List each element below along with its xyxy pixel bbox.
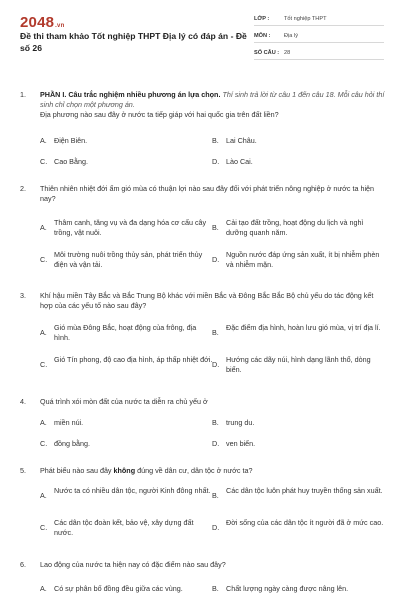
meta-value: Địa lý	[284, 32, 298, 39]
meta-value: Tốt nghiệp THPT	[284, 15, 327, 22]
option-text: miền núi.	[54, 418, 84, 427]
stem-part: Phát biểu nào sau đây	[40, 466, 114, 475]
option-letter: A.	[40, 418, 47, 427]
meta-label: MÔN :	[254, 32, 271, 39]
logo-text: 2048	[20, 14, 55, 31]
question-stem: Khí hậu miền Tây Bắc và Bắc Trung Bộ khác với miền Bắc và Đông Bắc Bắc Bộ chủ yếu do tác động kết hợp của các yếu tố nào sau đây?	[40, 291, 374, 310]
option-letter: B.	[212, 491, 219, 500]
meta-label: LỚP :	[254, 15, 270, 22]
question-stem	[40, 466, 388, 476]
option-letter: D.	[212, 439, 220, 448]
question-text	[40, 90, 388, 120]
question-4	[20, 397, 388, 455]
option-text: Điện Biên.	[54, 136, 88, 145]
logo-suffix: .vn	[55, 23, 65, 29]
option-letter: D.	[212, 360, 220, 369]
question-1	[20, 90, 388, 170]
meta-label: SỐ CÂU :	[254, 49, 280, 56]
question-6	[20, 560, 388, 598]
question-5	[20, 466, 388, 552]
option-text: Cải tạo đất trồng, hoạt động du lịch và nghỉ dưỡng quanh năm.	[226, 218, 364, 237]
question-number: 5.	[20, 466, 26, 475]
question-stem: Lao động của nước ta hiện nay có đặc điểm nào sau đây?	[40, 560, 226, 569]
option-text: Đặc điểm địa hình, hoàn lưu gió mùa, vị trí địa lí.	[226, 323, 381, 332]
option-text: Cao Bằng.	[54, 157, 88, 166]
option-text: Các dân tộc luôn phát huy truyền thống sản xuất.	[226, 486, 383, 495]
question-number: 6.	[20, 560, 26, 569]
option-text: ven biển.	[226, 439, 256, 448]
option-letter: B.	[212, 136, 219, 145]
option-letter: B.	[212, 223, 219, 232]
part-heading: PHẦN I. Câu trắc nghiệm nhiều phương án lựa chọn.	[40, 90, 221, 99]
option-text: đồng bằng.	[54, 439, 90, 448]
option-letter: A.	[40, 491, 47, 500]
question-number: 3.	[20, 291, 26, 300]
option-letter: B.	[212, 584, 219, 593]
option-letter: A.	[40, 584, 47, 593]
option-letter: B.	[212, 328, 219, 337]
option-text: Thâm canh, tăng vụ và đa dạng hóa cơ cấu cây trồng, vật nuôi.	[54, 218, 207, 237]
option-letter: C.	[40, 523, 48, 532]
meta-value: 28	[284, 49, 291, 56]
option-text: Gió mùa Đông Bắc, hoạt động của frông, địa hình.	[54, 323, 197, 342]
option-text: Nguồn nước đáp ứng sản xuất, ít bị nhiễm phèn và nhiễm mặn.	[226, 250, 380, 269]
option-letter: B.	[212, 418, 219, 427]
option-letter: C.	[40, 360, 48, 369]
option-text: Môi trường nuôi trồng thủy sản, phát triển thủy điện và vận tải.	[54, 250, 203, 269]
meta-row-question-count	[254, 46, 384, 60]
option-text: Các dân tộc đoàn kết, bảo vệ, xây dựng đất nước.	[54, 518, 194, 537]
option-text: Hướng các dãy núi, hình dạng lãnh thổ, dòng biển.	[226, 355, 371, 374]
option-text: Gió Tín phong, độ cao địa hình, áp thấp nhiệt đới.	[54, 355, 213, 364]
option-text: Đời sống của các dân tộc ít người đã ở mức cao.	[226, 518, 384, 527]
question-stem: Quá trình xói mòn đất của nước ta diễn ra chủ yếu ở	[40, 397, 208, 406]
option-letter: A.	[40, 136, 47, 145]
option-letter: C.	[40, 439, 48, 448]
question-number: 4.	[20, 397, 26, 406]
option-letter: A.	[40, 328, 47, 337]
meta-row-subject	[254, 29, 384, 43]
question-3	[20, 291, 388, 387]
option-letter: D.	[212, 255, 220, 264]
option-letter: D.	[212, 157, 220, 166]
option-text: Nước ta có nhiều dân tộc, người Kinh đông nhất.	[54, 486, 211, 495]
question-2	[20, 184, 388, 280]
stem-negation: không	[113, 466, 136, 475]
question-stem: Địa phương nào sau đây ở nước ta tiếp giáp với hai quốc gia trên đất liền?	[40, 110, 279, 119]
meta-row-class	[254, 12, 384, 26]
option-text: Lai Châu.	[226, 136, 257, 145]
option-text: Có sự phân bố đồng đều giữa các vùng.	[54, 584, 183, 593]
option-letter: C.	[40, 157, 48, 166]
exam-meta	[254, 12, 384, 63]
option-text: trung du.	[226, 418, 255, 427]
question-number: 1.	[20, 90, 26, 99]
option-letter: A.	[40, 223, 47, 232]
part-instruction: Thí sinh trả lời từ câu 1 đến câu 18. Mỗi câu hỏi thí sinh chỉ chọn một phương án.	[40, 90, 385, 109]
option-letter: C.	[40, 255, 48, 264]
document-title: Đề thi tham khảo Tốt nghiệp THPT Địa lý có đáp án - Đề số 26	[20, 31, 247, 53]
question-stem: Thiên nhiên nhiệt đới ẩm gió mùa có thuận lợi nào sau đây đối với phát triển nông nghiệp ở nước ta hiện nay?	[40, 184, 375, 203]
option-letter: D.	[212, 523, 220, 532]
stem-part: đúng về dân cư, dân tộc ở nước ta?	[135, 466, 253, 475]
site-logo[interactable]	[20, 14, 64, 31]
question-number: 2.	[20, 184, 26, 193]
page-header	[0, 0, 400, 66]
option-text: Chất lượng ngày càng được nâng lên.	[226, 584, 349, 593]
option-text: Lào Cai.	[226, 157, 253, 166]
